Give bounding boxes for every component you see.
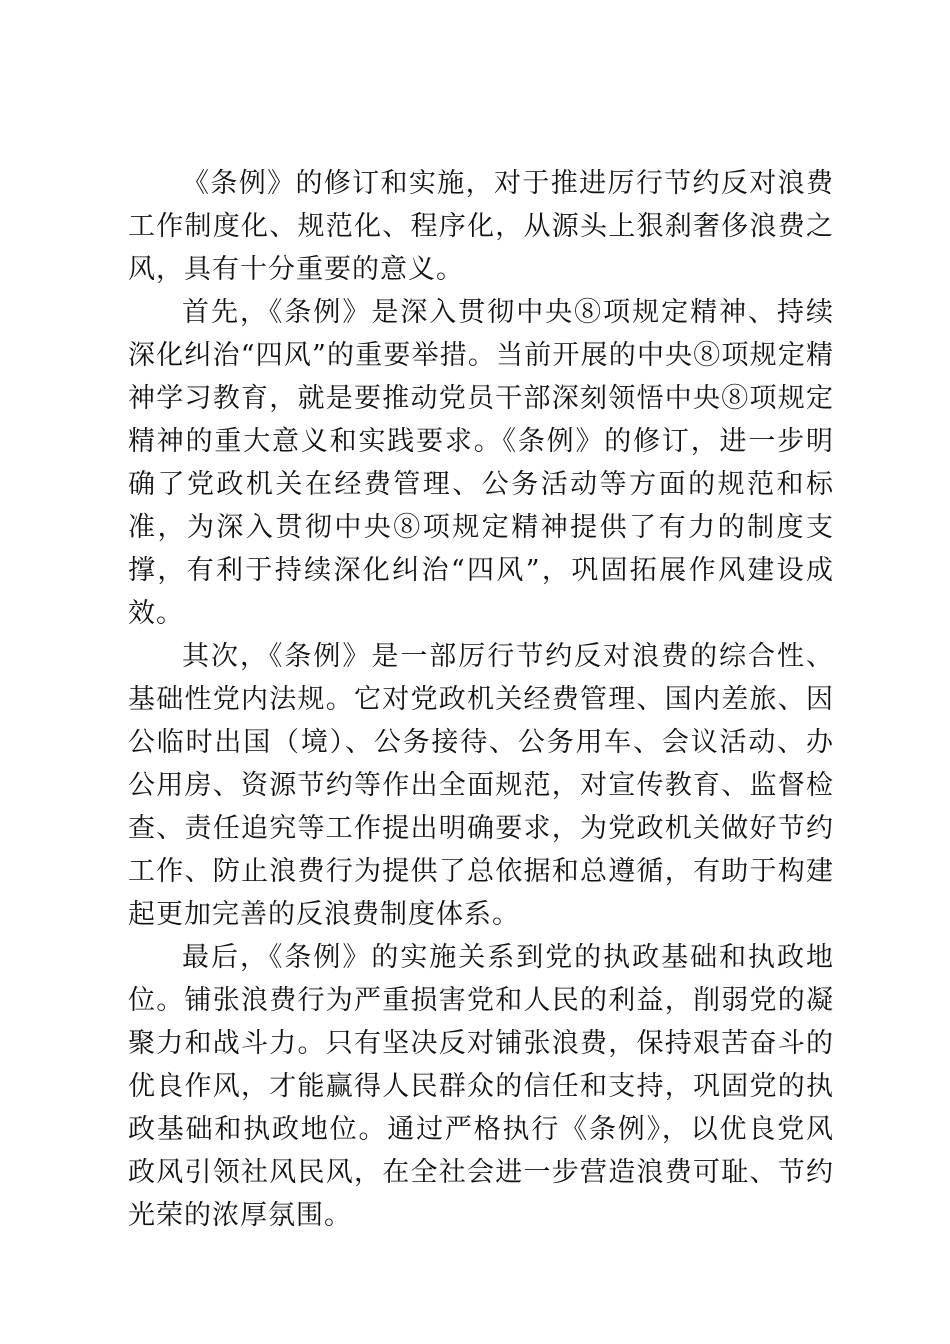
paragraph-second: 其次，《条例》是一部厉行节约反对浪费的综合性、基础性党内法规。它对党政机关经费管理、国内差旅、因公临时出国（境）、公务接待、公务用车、会议活动、办公用房、资源节约等作出全面规范，对宣传教育、监督检查、责任追究等工作提出明确要求，为党政机关做好节约工作、防止浪费行为提供了总依据和总遵循，有助于构建起更加完善的反浪费制度体系。 — [128, 641, 834, 930]
paragraph-last: 最后，《条例》的实施关系到党的执政基础和执政地位。铺张浪费行为严重损害党和人民的利益，削弱党的凝聚力和战斗力。只有坚决反对铺张浪费，保持艰苦奋斗的优良作风，才能赢得人民群众的信任和支持，巩固党的执政基础和执政地位。通过严格执行《条例》，以优良党风政风引领社风民风，在全社会进一步营造浪费可耻、节约光荣的浓厚氛围。 — [128, 942, 834, 1231]
paragraph-significance: 《条例》的修订和实施，对于推进厉行节约反对浪费工作制度化、规范化、程序化，从源头上狠刹奢侈浪费之风，具有十分重要的意义。 — [128, 168, 834, 285]
document-body — [128, 162, 834, 1237]
paragraph-first: 首先，《条例》是深入贯彻中央⑧项规定精神、持续深化纠治“四风”的重要举措。当前开展的中央⑧项规定精神学习教育，就是要推动党员干部深刻领悟中央⑧项规定精神的重大意义和实践要求。《条例》的修订，进一步明确了党政机关在经费管理、公务活动等方面的规范和标准，为深入贯彻中央⑧项规定精神提供了有力的制度支撑，有利于持续深化纠治“四风”，巩固拓展作风建设成效。 — [128, 297, 834, 629]
